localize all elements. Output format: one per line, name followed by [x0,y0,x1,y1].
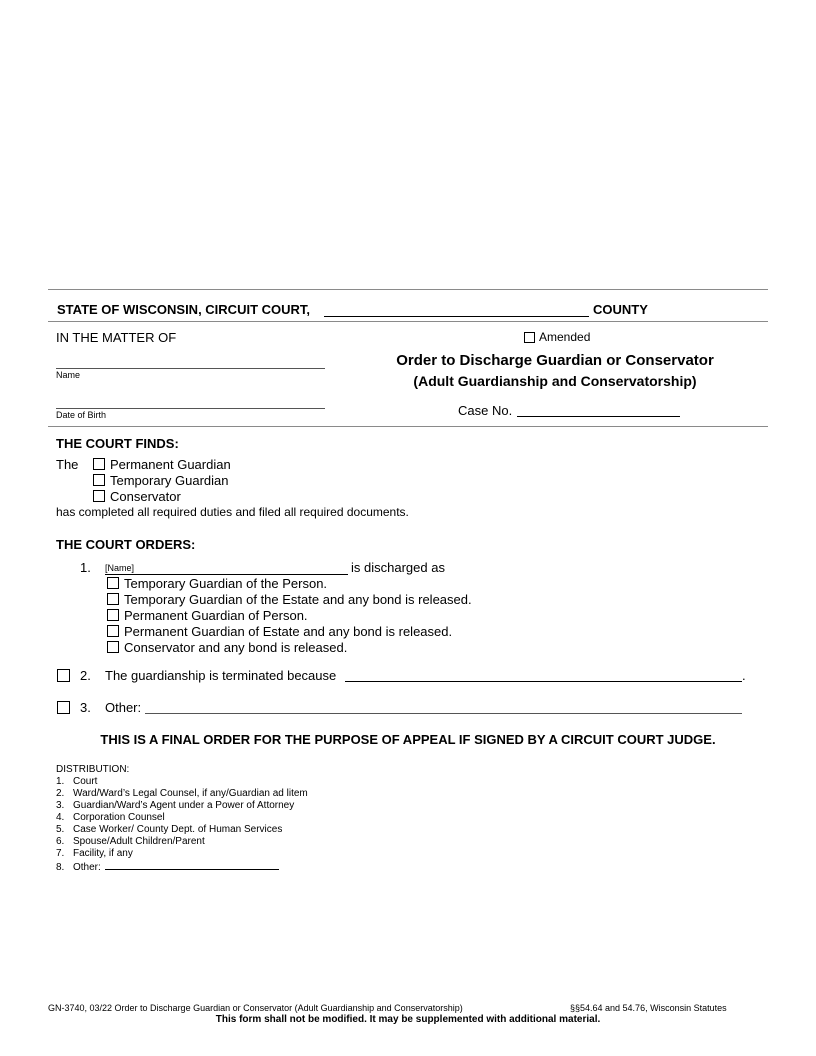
county-label: COUNTY [593,302,648,317]
temporary-guardian-label: Temporary Guardian [110,473,229,488]
form-subtitle: (Adult Guardianship and Conservatorship) [413,373,697,389]
order-1-name-field[interactable] [105,574,348,575]
temporary-guardian-checkbox[interactable] [93,474,105,486]
order-3-number: 3. [80,700,91,715]
distribution-item: 8. Other: [56,860,308,874]
order-1-number: 1. [80,560,91,575]
statutes: §§54.64 and 54.76, Wisconsin Statutes [570,1003,727,1013]
amended-label: Amended [539,330,591,344]
footer-notice: This form shall not be modified. It may be supplemented with additional material. [215,1014,601,1025]
dob-field[interactable] [56,408,325,409]
order-2-number: 2. [80,668,91,683]
terminated-checkbox[interactable] [57,669,70,682]
temp-guardian-estate-checkbox[interactable] [107,593,119,605]
other-field[interactable] [145,713,742,714]
other-checkbox[interactable] [57,701,70,714]
court-line: STATE OF WISCONSIN, CIRCUIT COURT, [57,302,311,317]
form-title: Order to Discharge Guardian or Conservator [396,352,714,369]
conservator-bond-label: Conservator and any bond is released. [124,640,348,655]
discharged-as-text: is discharged as [351,560,445,575]
temp-guardian-estate-label: Temporary Guardian of the Estate and any bond is released. [124,592,472,607]
court-orders-heading: THE COURT ORDERS: [56,537,196,552]
terminated-text: The guardianship is terminated because [105,668,337,683]
perm-guardian-estate-checkbox[interactable] [107,625,119,637]
temp-guardian-person-checkbox[interactable] [107,577,119,589]
distribution-item: 3. Guardian/Ward’s Agent under a Power of Attorney [56,800,295,811]
distribution-item: 4. Corporation Counsel [56,812,165,823]
perm-guardian-person-checkbox[interactable] [107,609,119,621]
distribution-other-field[interactable] [105,860,279,870]
conservator-checkbox[interactable] [93,490,105,502]
terminated-reason-field[interactable] [345,681,742,682]
perm-guardian-person-label: Permanent Guardian of Person. [124,608,308,623]
completed-duties-text: has completed all required duties and filed all required documents. [56,505,409,519]
final-order-notice: THIS IS A FINAL ORDER FOR THE PURPOSE OF APPEAL IF SIGNED BY A CIRCUIT COURT JUDGE. [100,732,716,747]
distribution-item: 1. Court [56,776,98,787]
terminated-period: . [742,668,746,683]
permanent-guardian-checkbox[interactable] [93,458,105,470]
the-label: The [56,457,79,472]
conservator-bond-checkbox[interactable] [107,641,119,653]
top-rule [48,289,768,290]
header-rule [48,321,768,322]
matter-rule [48,426,768,427]
form-id: GN-3740, 03/22 Order to Discharge Guardian or Conservator (Adult Guardianship and Conservatorship) [48,1003,463,1013]
in-the-matter-of: IN THE MATTER OF [56,330,177,345]
dob-label: Date of Birth [56,410,107,420]
distribution-item: 6. Spouse/Adult Children/Parent [56,836,205,847]
court-finds-heading: THE COURT FINDS: [56,436,179,451]
distribution-item: 7. Facility, if any [56,848,133,859]
conservator-label: Conservator [110,489,181,504]
distribution-item: 5. Case Worker/ County Dept. of Human Services [56,824,283,835]
case-no-field[interactable] [517,416,680,417]
order-1-name-placeholder: [Name] [105,563,135,573]
name-field[interactable] [56,368,325,369]
perm-guardian-estate-label: Permanent Guardian of Estate and any bond is released. [124,624,453,639]
distribution-item: 2. Ward/Ward’s Legal Counsel, if any/Guardian ad litem [56,788,308,799]
other-label: Other: [105,700,142,715]
distribution-list [56,776,308,874]
permanent-guardian-label: Permanent Guardian [110,457,231,472]
amended-checkbox[interactable] [524,332,535,343]
distribution-heading: DISTRIBUTION: [56,764,130,775]
case-no-label: Case No. [458,403,513,418]
temp-guardian-person-label: Temporary Guardian of the Person. [124,576,328,591]
county-name-field[interactable] [324,316,589,317]
name-label: Name [56,370,81,380]
